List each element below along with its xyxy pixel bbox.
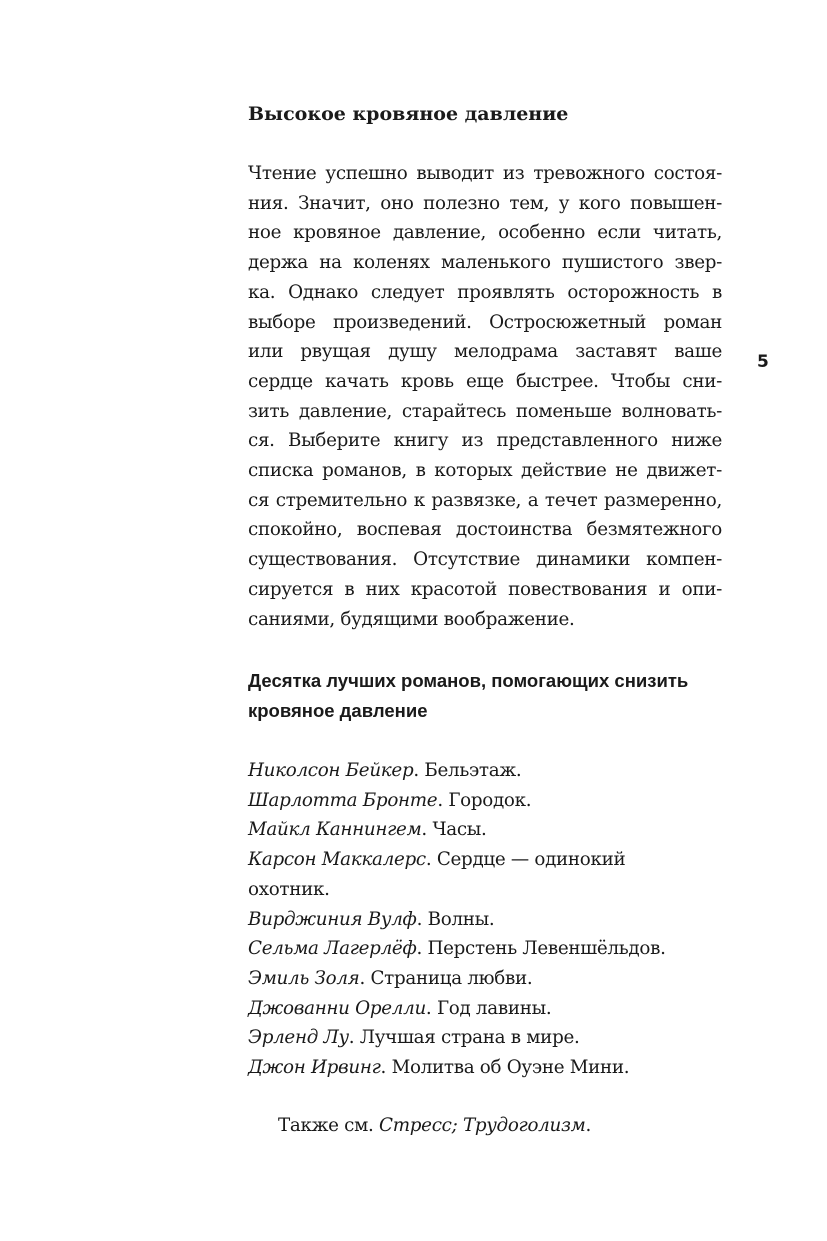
body-line: ка. Однако следует проявлять осторожность в: [248, 281, 722, 303]
book-title: . Молитва об Оуэне Мини.: [380, 1057, 630, 1079]
body-line: выборе произведений. Остросюжетный роман: [248, 311, 722, 333]
body-line: держа на коленях маленького пушистого звер-: [248, 252, 722, 274]
body-line: саниями, будящими воображение.: [248, 608, 575, 630]
list-item: [248, 1023, 722, 1053]
book-title: . Год лавины.: [425, 997, 552, 1019]
book-title: . Страница любви.: [359, 967, 533, 989]
body-line: ся стремительно к развязке, а течет размеренно,: [248, 489, 722, 511]
see-also-references: Стресс; Трудоголизм: [379, 1115, 586, 1136]
book-title: . Волны.: [416, 908, 495, 930]
see-also-note: [278, 1111, 591, 1141]
book-title: . Бельэтаж.: [413, 760, 522, 781]
list-item: [248, 875, 722, 905]
list-item: [248, 934, 722, 964]
book-author: Шарлотта Бронте: [248, 789, 438, 811]
book-title: охотник.: [248, 878, 330, 900]
book-author: Сельма Лагерлёф: [248, 938, 417, 960]
body-paragraph: [248, 159, 722, 634]
book-author: Майкл Каннингем: [248, 819, 422, 841]
book-author: Вирджиния Вулф: [248, 908, 417, 930]
body-line: или рвущая душу мелодрама заставят ваше: [248, 341, 722, 363]
body-line: ное кровяное давление, особенно если читать,: [248, 222, 722, 244]
book-title: . Городок.: [437, 789, 532, 811]
body-line: зить давление, старайтесь поменьше волновать-: [248, 400, 722, 422]
list-heading-line: кровяное давление: [248, 699, 428, 721]
book-author: Николсон Бейкер: [248, 760, 414, 781]
book-author: Эрленд Лу: [248, 1027, 349, 1049]
list-heading: [248, 666, 722, 725]
page-number: 5: [757, 352, 769, 372]
book-list: [248, 756, 722, 1083]
list-item: [248, 1053, 722, 1083]
body-line: существования. Отсутствие динамики компен-: [248, 549, 722, 571]
book-author: Эмиль Золя: [248, 967, 360, 989]
see-also-prefix: Также см.: [278, 1115, 380, 1136]
book-title: . Сердце — одинокий: [425, 849, 626, 871]
body-line: списка романов, в которых действие не движет-: [248, 460, 722, 482]
book-author: Джон Ирвинг: [248, 1057, 381, 1079]
list-item: [248, 756, 722, 786]
book-title: . Перстень Левеншёльдов.: [416, 938, 666, 960]
list-item: [248, 786, 722, 816]
body-line: ния. Значит, оно полезно тем, у кого повышен-: [248, 192, 722, 214]
book-author: Карсон Маккалерс: [248, 849, 426, 871]
list-item: [248, 994, 722, 1024]
book-title: . Лучшая страна в мире.: [348, 1027, 580, 1049]
list-heading-line: Десятка лучших романов, помогающих снизить: [248, 670, 689, 691]
body-line: сируется в них красотой повествования и опи-: [248, 578, 722, 600]
body-line: спокойно, воспевая достоинства безмятежного: [248, 519, 722, 541]
list-item: [248, 964, 722, 994]
see-also-suffix: .: [585, 1115, 592, 1136]
book-title: . Часы.: [421, 819, 487, 841]
list-item: [248, 905, 722, 935]
list-item: [248, 845, 722, 875]
list-item: [248, 815, 722, 845]
body-line: сердце качать кровь еще быстрее. Чтобы сни-: [248, 370, 722, 392]
book-author: Джованни Орелли: [248, 997, 426, 1019]
body-line: Чтение успешно выводит из тревожного состоя-: [248, 163, 722, 184]
section-heading: Высокое кровяное давление: [248, 103, 569, 125]
body-line: ся. Выберите книгу из представленного ниже: [248, 430, 722, 452]
